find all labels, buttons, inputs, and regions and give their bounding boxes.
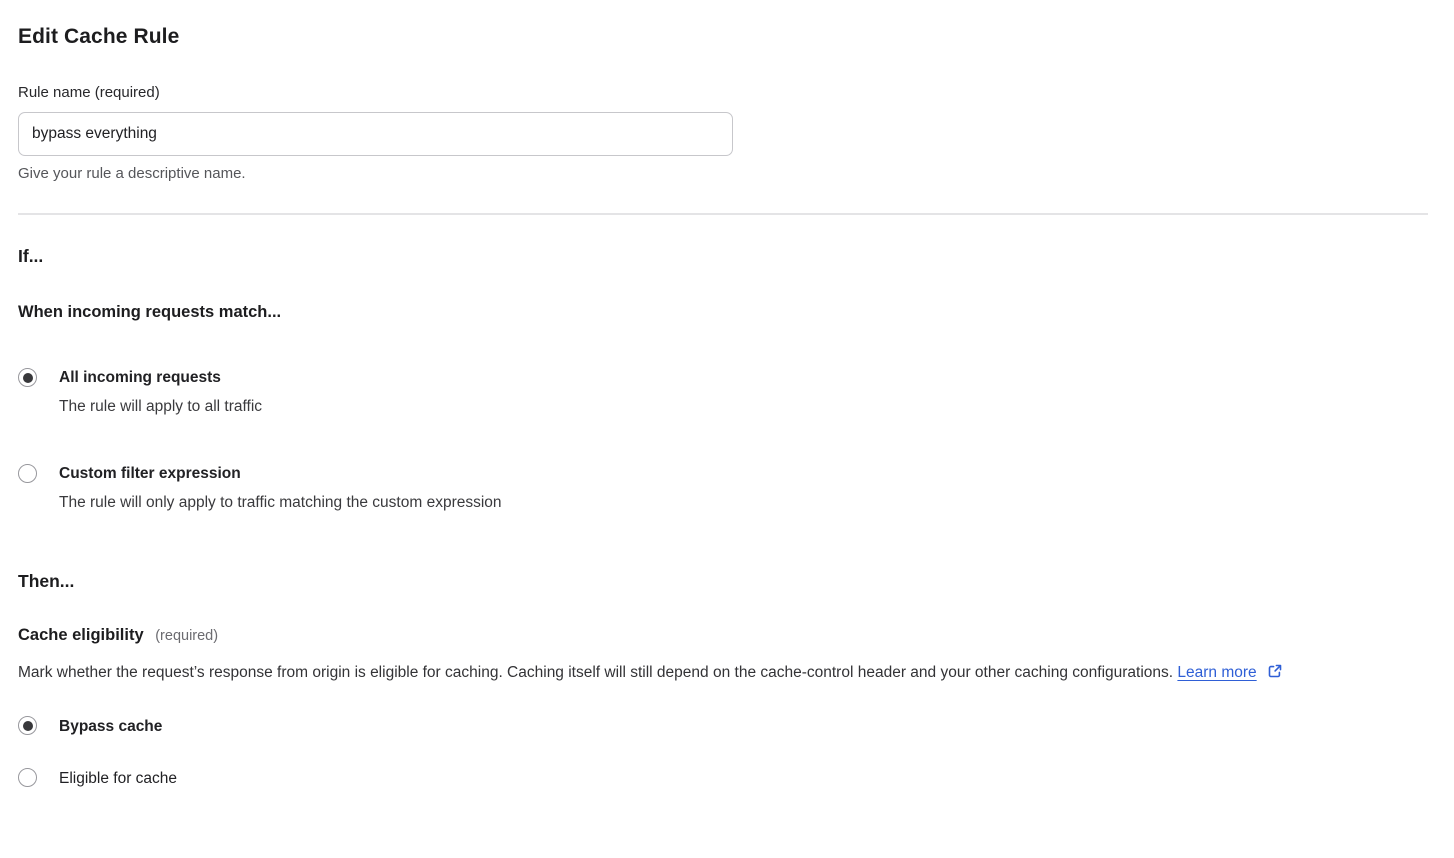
radio-label: All incoming requests	[59, 369, 221, 386]
radio-button-selected-icon[interactable]	[18, 716, 37, 735]
learn-more-link[interactable]: Learn more	[1177, 664, 1257, 681]
radio-label: Custom filter expression	[59, 465, 241, 482]
radio-option-custom-filter-expression[interactable]	[18, 463, 1428, 513]
radio-button-selected-icon[interactable]	[18, 368, 37, 387]
cache-eligibility-label-row	[18, 626, 1428, 645]
radio-button-unselected-icon[interactable]	[18, 768, 37, 787]
radio-label: Bypass cache	[59, 718, 163, 735]
radio-description: The rule will only apply to traffic matching the custom expression	[59, 494, 502, 511]
external-link-icon[interactable]	[1267, 660, 1283, 689]
rule-name-label: Rule name (required)	[18, 84, 160, 101]
page-title: Edit Cache Rule	[18, 25, 180, 48]
radio-button-unselected-icon[interactable]	[18, 464, 37, 483]
rule-name-helper-text: Give your rule a descriptive name.	[18, 165, 246, 182]
radio-description: The rule will apply to all traffic	[59, 398, 263, 415]
cache-eligibility-description	[18, 658, 1410, 689]
rule-name-input[interactable]	[18, 112, 733, 156]
radio-option-eligible-for-cache[interactable]	[18, 768, 1428, 789]
then-section-heading: Then...	[18, 571, 75, 591]
radio-option-bypass-cache[interactable]	[18, 716, 1428, 737]
radio-label: Eligible for cache	[59, 770, 178, 787]
cache-eligibility-description-text: Mark whether the request’s response from origin is eligible for caching. Caching itself will still depend on the cache-control header and your other caching configurations.	[18, 664, 1174, 681]
radio-option-all-incoming-requests[interactable]	[18, 367, 1428, 417]
when-incoming-requests-heading: When incoming requests match...	[18, 303, 282, 321]
cache-eligibility-required-tag: (required)	[155, 628, 219, 644]
cache-eligibility-label: Cache eligibility	[18, 626, 144, 644]
if-section-heading: If...	[18, 246, 44, 266]
section-divider	[18, 213, 1428, 215]
